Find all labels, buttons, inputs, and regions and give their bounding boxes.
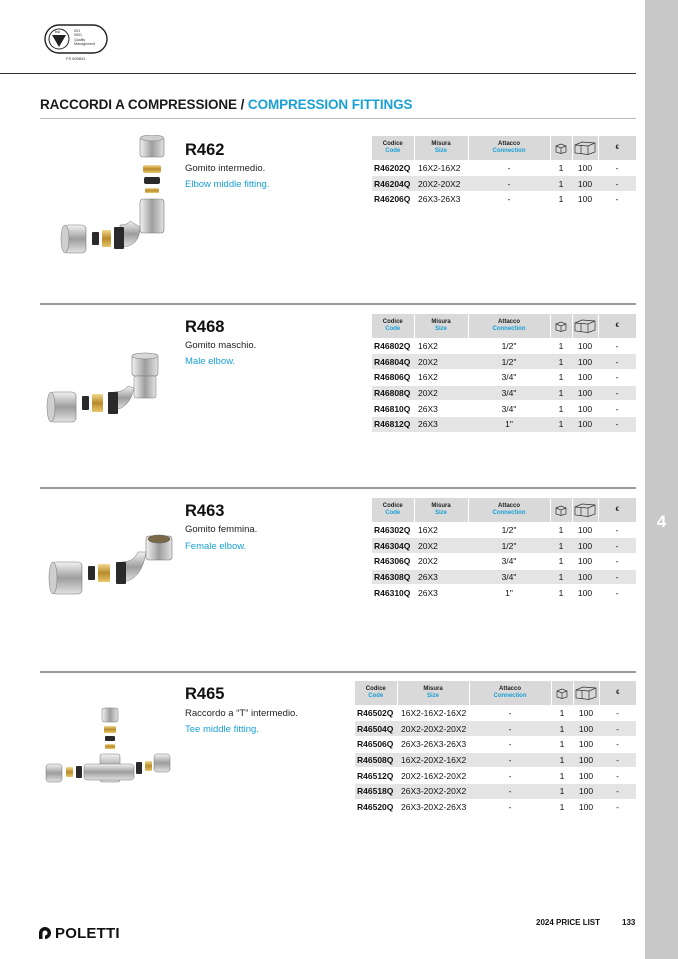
col-header-size: Misura Size (414, 498, 468, 522)
product-code: R465 (185, 685, 225, 703)
price-table (372, 314, 636, 433)
table-row: R46518Q 26X3-20X2-20X2 - 1 100 - (355, 783, 636, 799)
title-separator: / (236, 97, 248, 112)
table-row: R46306Q 20X2 3/4" 1 100 - (372, 553, 636, 569)
col-header-code: Codice Code (355, 681, 397, 705)
col-header-code: Codice Code (372, 314, 414, 338)
poletti-mark-icon (38, 926, 53, 944)
page-number: 133 (622, 918, 636, 927)
col-header-size: Misura Size (414, 136, 468, 160)
table-row: R46204Q 20X2-20X2 - 1 100 - (372, 176, 636, 192)
table-row: R46812Q 26X3 1" 1 100 - (372, 416, 636, 432)
iso-text: ISO 9001 Quality Management (74, 29, 95, 46)
table-row: R46520Q 26X3-20X2-26X3 - 1 100 - (355, 799, 636, 815)
table-row: R46506Q 26X3-26X3-26X3 - 1 100 - (355, 736, 636, 752)
title-divider (40, 118, 636, 119)
table-row: R46804Q 20X2 1/2" 1 100 - (372, 354, 636, 370)
col-header-code: Codice Code (372, 136, 414, 160)
section-divider (40, 487, 636, 489)
title-italian: RACCORDI A COMPRESSIONE (40, 97, 237, 112)
section-divider (40, 671, 636, 673)
chapter-side-tab (645, 0, 678, 959)
price-table (372, 498, 636, 601)
col-header-price: € (598, 314, 636, 338)
iso-certificate-number: FS 509831 (66, 56, 86, 61)
price-list-label: 2024 PRICE LIST (536, 918, 601, 927)
table-row: R46508Q 16X2-20X2-16X2 - 1 100 - (355, 752, 636, 768)
col-header-size: Misura Size (397, 681, 469, 705)
header-divider (0, 73, 636, 74)
price-table (355, 681, 636, 815)
product-description-en: Elbow middle fitting. (185, 179, 270, 190)
elbow-fitting-image (58, 135, 170, 267)
small-box-icon (550, 314, 572, 338)
col-header-price: € (598, 136, 636, 160)
col-header-connection: Attacco Connection (468, 498, 550, 522)
product-description-it: Gomito maschio. (185, 340, 257, 351)
page-title (40, 97, 412, 112)
col-header-code: Codice Code (372, 498, 414, 522)
small-box-icon (551, 681, 573, 705)
chapter-number: 4 (656, 512, 667, 531)
table-row: R46502Q 16X2-16X2-16X2 - 1 100 - (355, 705, 636, 721)
table-row: R46310Q 26X3 1" 1 100 - (372, 585, 636, 601)
col-header-price: € (599, 681, 636, 705)
product-description-en: Female elbow. (185, 541, 247, 552)
col-header-connection: Attacco Connection (469, 681, 551, 705)
product-description-it: Gomito intermedio. (185, 163, 266, 174)
carton-box-icon (572, 314, 598, 338)
tee-fitting-image (44, 706, 172, 796)
table-row: R46202Q 16X2-16X2 - 1 100 - (372, 160, 636, 176)
table-row: R46302Q 16X2 1/2" 1 100 - (372, 522, 636, 538)
product-description-it: Raccordo a “T” intermedio. (185, 708, 298, 719)
small-box-icon (550, 498, 572, 522)
product-description-en: Male elbow. (185, 356, 236, 367)
male-elbow-image (44, 352, 170, 428)
table-row: R46808Q 20X2 3/4" 1 100 - (372, 385, 636, 401)
brand-name: POLETTI (55, 925, 120, 942)
col-header-connection: Attacco Connection (468, 136, 550, 160)
product-code: R468 (185, 318, 225, 336)
product-description-it: Gomito femmina. (185, 524, 258, 535)
section-divider (40, 303, 636, 305)
product-description-en: Tee middle fitting. (185, 724, 259, 735)
table-row: R46504Q 20X2-20X2-20X2 - 1 100 - (355, 721, 636, 737)
table-row: R46304Q 20X2 1/2" 1 100 - (372, 538, 636, 554)
table-row: R46802Q 16X2 1/2" 1 100 - (372, 338, 636, 354)
female-elbow-image (46, 534, 176, 606)
table-row: R46512Q 20X2-16X2-20X2 - 1 100 - (355, 768, 636, 784)
carton-box-icon (572, 136, 598, 160)
table-row: R46206Q 26X3-26X3 - 1 100 - (372, 191, 636, 207)
carton-box-icon (572, 498, 598, 522)
small-box-icon (550, 136, 572, 160)
product-code: R462 (185, 141, 225, 159)
brand-logo (38, 925, 120, 944)
svg-text:bsi: bsi (55, 29, 61, 34)
col-header-size: Misura Size (414, 314, 468, 338)
product-code: R463 (185, 502, 225, 520)
carton-box-icon (573, 681, 599, 705)
price-table (372, 136, 636, 208)
title-english: COMPRESSION FITTINGS (247, 97, 413, 112)
table-row: R46806Q 16X2 3/4" 1 100 - (372, 369, 636, 385)
table-row: R46810Q 26X3 3/4" 1 100 - (372, 401, 636, 417)
col-header-connection: Attacco Connection (468, 314, 550, 338)
table-row: R46308Q 26X3 3/4" 1 100 - (372, 569, 636, 585)
col-header-price: € (598, 498, 636, 522)
